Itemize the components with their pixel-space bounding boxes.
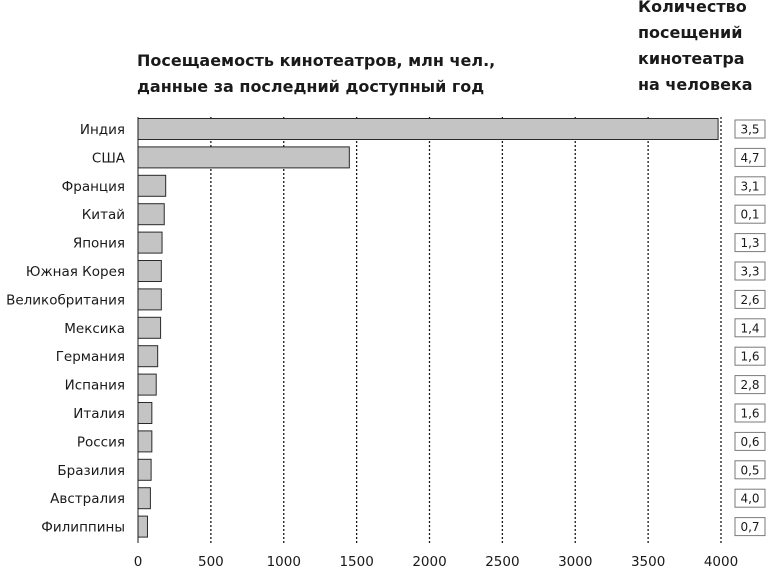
bar-11	[138, 431, 152, 452]
category-label-12: Бразилия	[57, 462, 125, 479]
x-tick-1000: 1000	[266, 554, 301, 570]
per-capita-value-1: 4,7	[740, 150, 760, 165]
bar-1	[138, 147, 349, 168]
bar-13	[138, 488, 150, 509]
per-capita-value-11: 0,6	[740, 434, 760, 449]
per-capita-title-line-3: кинотеатра	[638, 49, 745, 68]
category-label-14: Филиппины	[41, 519, 125, 536]
x-tick-labels	[134, 554, 738, 570]
x-tick-2000: 2000	[412, 554, 447, 570]
per-capita-title-line-1: Количество	[638, 0, 747, 16]
category-label-9: Испания	[64, 377, 125, 394]
per-capita-value-3: 0,1	[740, 207, 760, 222]
per-capita-column	[735, 120, 765, 536]
category-labels	[6, 122, 126, 536]
category-label-7: Мексика	[64, 320, 125, 337]
category-label-1: США	[91, 150, 125, 167]
per-capita-value-14: 0,7	[740, 520, 760, 535]
bars	[138, 119, 718, 538]
per-capita-value-9: 2,8	[740, 378, 760, 393]
per-capita-title	[638, 0, 753, 94]
category-label-10: Италия	[73, 406, 125, 422]
per-capita-value-0: 3,5	[740, 122, 760, 137]
bar-4	[138, 232, 162, 253]
per-capita-value-8: 1,6	[740, 349, 760, 364]
bar-14	[138, 516, 147, 537]
x-tick-0: 0	[133, 554, 143, 570]
category-label-4: Япония	[72, 235, 125, 252]
category-label-8: Германия	[55, 349, 125, 366]
category-label-2: Франция	[61, 178, 125, 195]
category-label-5: Южная Корея	[25, 264, 125, 280]
category-label-6: Великобритания	[6, 292, 125, 309]
per-capita-value-10: 1,6	[740, 406, 760, 421]
category-label-0: Индия	[79, 122, 125, 138]
bar-9	[138, 374, 156, 395]
bar-2	[138, 175, 166, 196]
bar-5	[138, 261, 161, 282]
per-capita-value-5: 3,3	[740, 264, 760, 279]
bar-3	[138, 204, 164, 225]
category-label-11: Россия	[76, 434, 125, 451]
bar-8	[138, 346, 158, 367]
per-capita-value-7: 1,4	[740, 321, 760, 336]
per-capita-title-line-4: на человека	[638, 75, 753, 94]
x-tick-500: 500	[197, 554, 224, 570]
x-tick-4000: 4000	[703, 554, 739, 570]
category-label-13: Австралия	[50, 491, 125, 508]
per-capita-title-line-2: посещений	[638, 23, 743, 42]
bar-12	[138, 459, 151, 480]
x-tick-3500: 3500	[630, 554, 666, 570]
per-capita-value-4: 1,3	[740, 236, 760, 251]
x-tick-3000: 3000	[558, 554, 593, 570]
grid-lines	[211, 117, 721, 543]
chart-title-line-1: Посещаемость кинотеатров, млн чел.,	[137, 51, 496, 70]
bar-10	[138, 403, 152, 424]
per-capita-value-12: 0,5	[740, 463, 760, 478]
x-tick-2500: 2500	[485, 554, 520, 570]
bar-6	[138, 289, 161, 310]
per-capita-value-13: 4,0	[740, 491, 760, 506]
chart-title	[137, 51, 501, 96]
per-capita-value-2: 3,1	[740, 179, 760, 194]
chart-title-line-2: данные за последний доступный год	[137, 77, 485, 96]
bar-7	[138, 317, 161, 338]
bar-0	[138, 119, 718, 140]
x-tick-1500: 1500	[339, 554, 374, 570]
category-label-3: Китай	[81, 207, 125, 224]
per-capita-value-6: 2,6	[740, 292, 760, 307]
